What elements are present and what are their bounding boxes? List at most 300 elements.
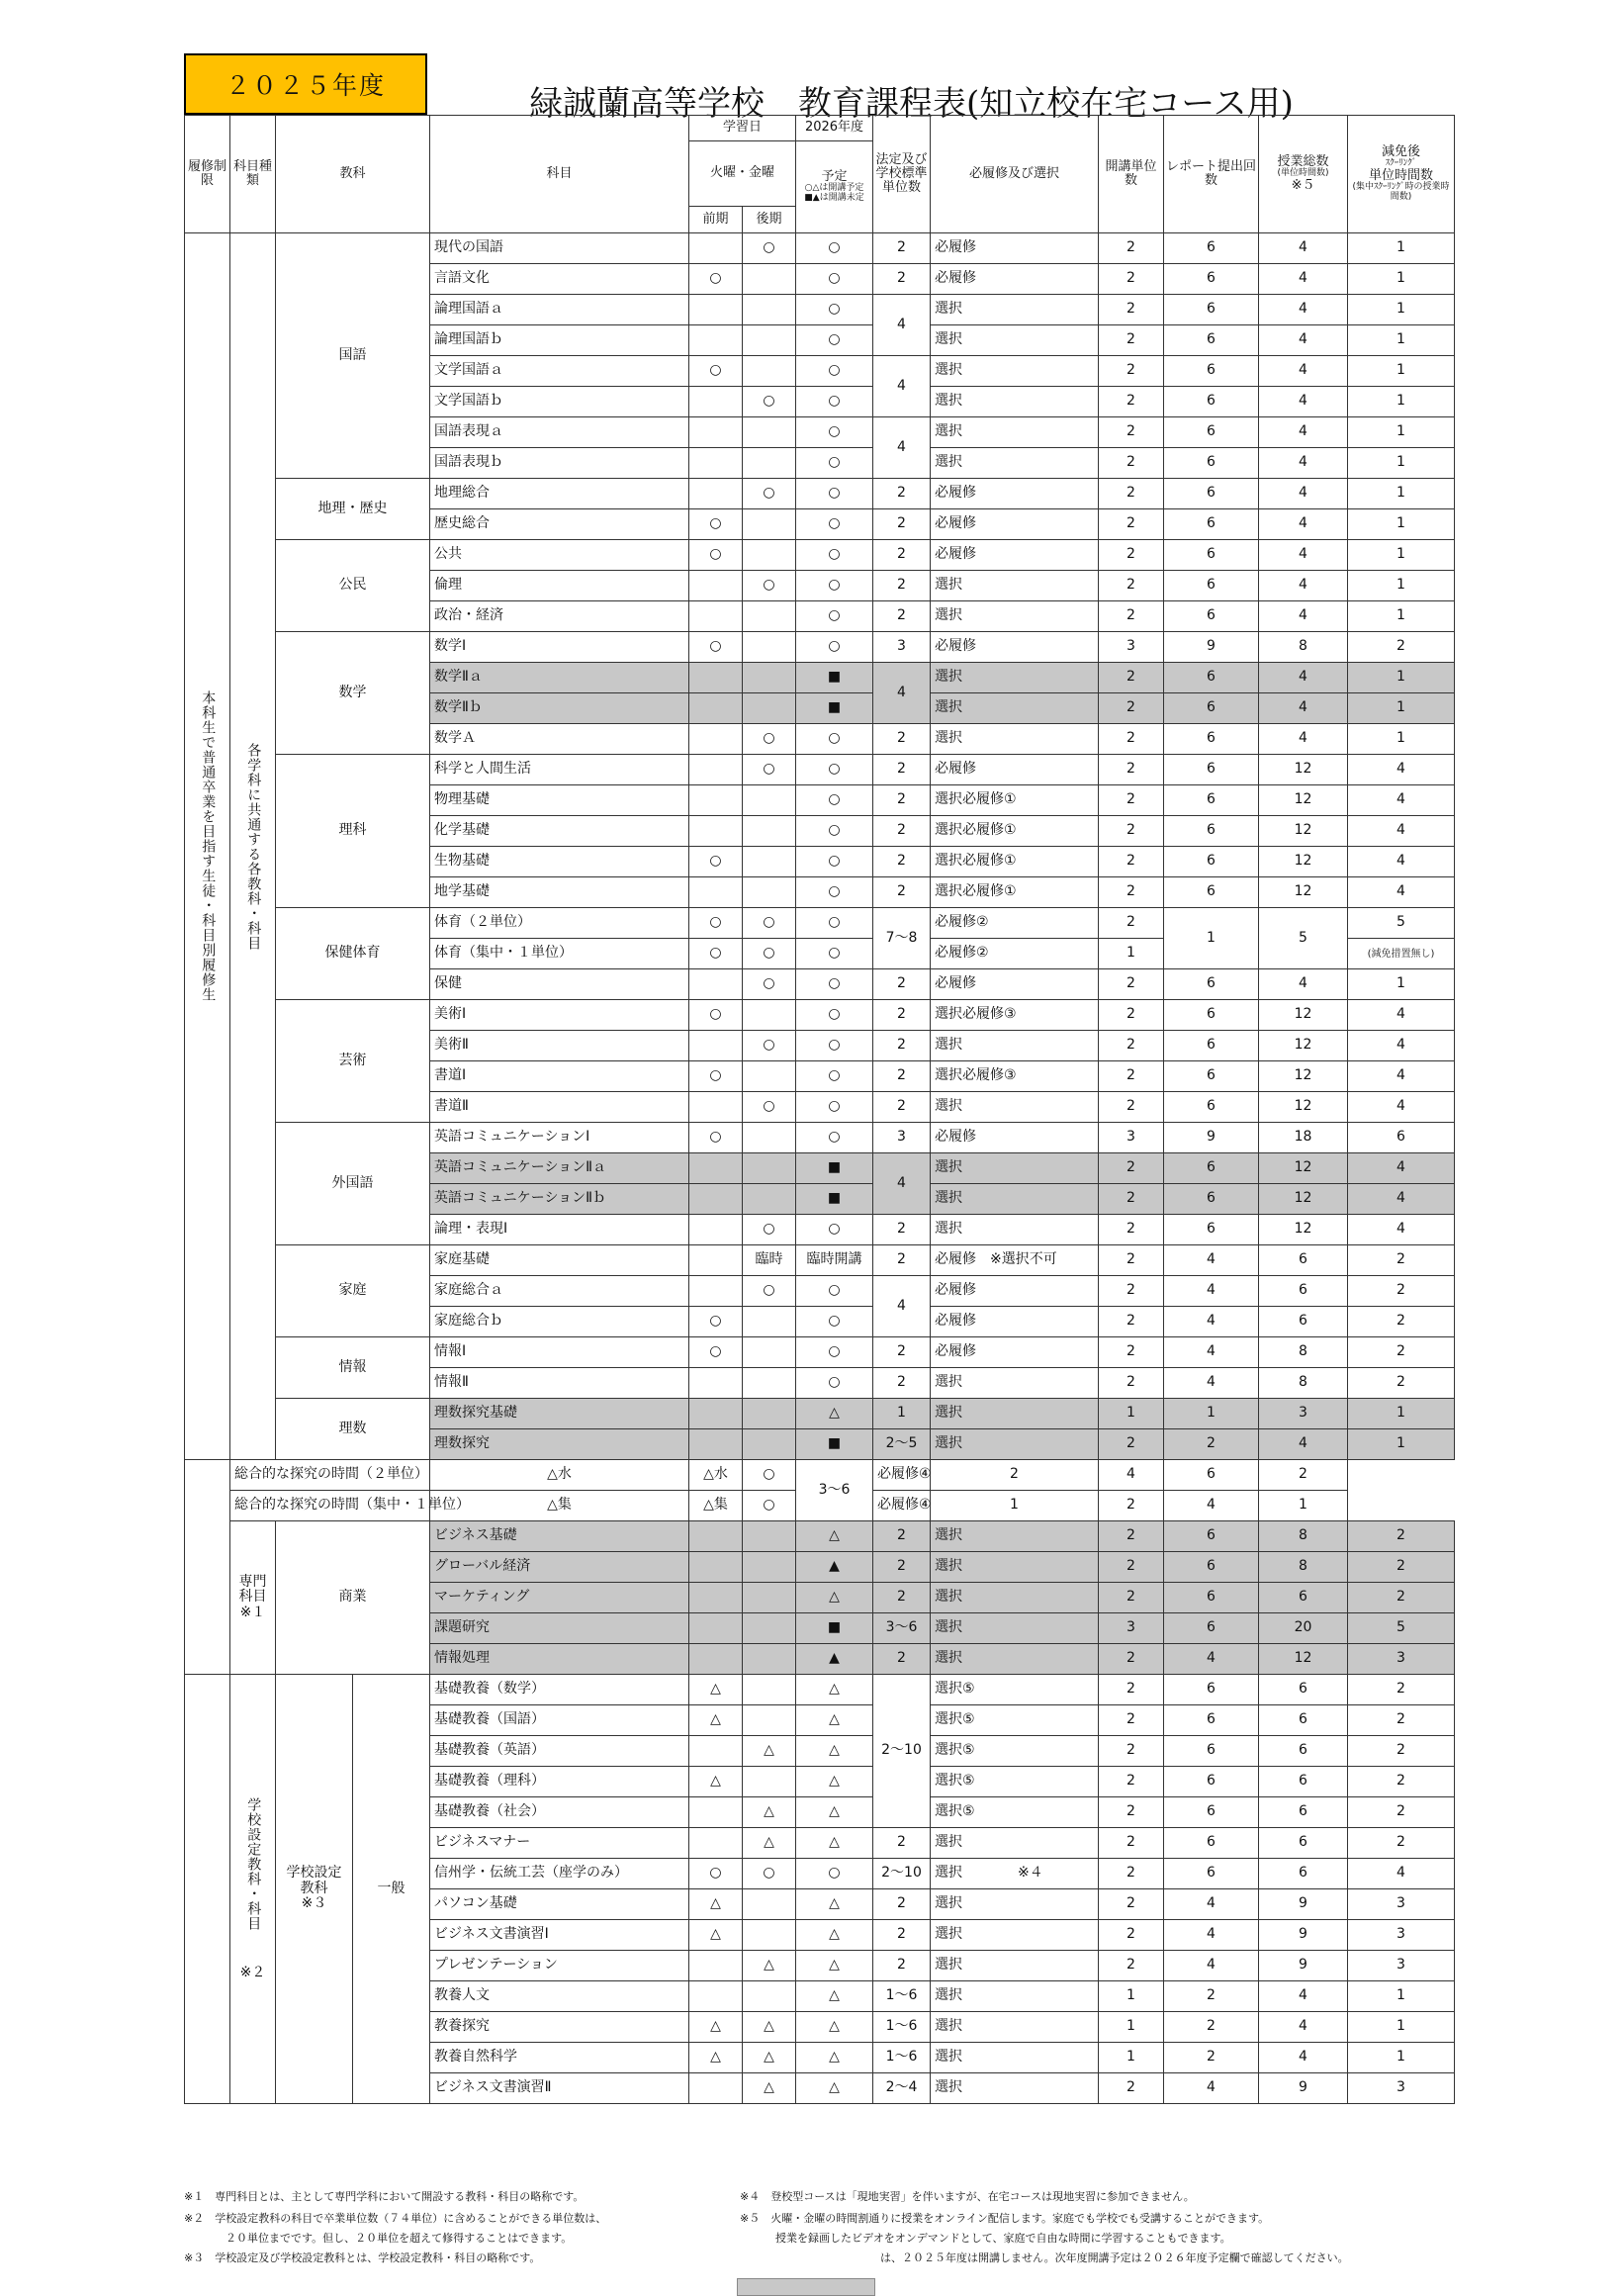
genmen-count: 5 [1348,1613,1455,1644]
genmen-count: 1 [1348,1981,1455,2012]
y2026-mark: ○ [796,448,873,479]
section-blank [185,1460,230,1675]
header-yotei-label: 予定 [821,168,848,184]
kouki-mark [743,785,796,816]
gakkou-kyouka [276,1675,353,2104]
hisshu-sentaku: 選択必履修① [931,877,1099,908]
kouki-mark: ○ [743,724,796,755]
subject-name: 現代の国語 [430,233,689,264]
zenki-mark: ○ [689,1061,743,1092]
subject-name: 課題研究 [430,1613,689,1644]
houtei-units: 2 [873,540,931,571]
report-count: 1 [1164,1399,1259,1429]
y2026-mark: ○ [796,969,873,1000]
kaikou-units: 2 [1099,847,1164,877]
subject-name: プレゼンテーション [430,1951,689,1981]
report-count: 6 [1164,816,1259,847]
report-count: 4 [1164,1951,1259,1981]
zenki-mark: △水 [430,1460,689,1491]
report-count: 1 [1164,908,1259,969]
jugyou-count: 6 [1259,1705,1348,1736]
hisshu-sentaku: 選択 [931,1031,1099,1061]
y2026-mark: ○ [796,1337,873,1368]
kouki-mark [743,632,796,663]
houtei-units: 2 [873,1920,931,1951]
report-count: 6 [1164,1061,1259,1092]
houtei-units: 2 [873,1521,931,1552]
kaikou-units: 2 [1099,233,1164,264]
hisshu-sentaku: 選択 [931,2043,1099,2073]
header-jugyou-note: ※５ [1291,177,1315,193]
jugyou-count: 12 [1259,755,1348,785]
jugyou-count: 12 [1259,1184,1348,1215]
houtei-units: 2 [873,571,931,601]
table-row [185,1675,1455,1705]
zenki-mark: ○ [689,1859,743,1889]
page-title: 緑誠蘭高等学校 教育課程表(知立校在宅コース用) [529,84,1294,124]
zenki-mark [689,1215,743,1245]
hisshu-sentaku: 選択 [931,387,1099,417]
report-count: 6 [1164,1521,1259,1552]
kouki-mark [743,1153,796,1184]
jugyou-count: 6 [1164,1460,1259,1491]
y2026-mark: △ [796,2043,873,2073]
genmen-count: 1 [1348,448,1455,479]
y2026-mark: ▲ [796,1644,873,1675]
genmen-count: 2 [1348,1245,1455,1276]
hisshu-sentaku: 必履修 ※選択不可 [931,1245,1099,1276]
jugyou-count: 8 [1259,1521,1348,1552]
y2026-mark: ○ [796,1368,873,1399]
subject-name: 情報処理 [430,1644,689,1675]
kaikou-units: 2 [1099,785,1164,816]
subject-name: 国語表現ａ [430,417,689,448]
genmen-count: 1 [1348,2012,1455,2043]
kouki-mark [743,509,796,540]
jugyou-count: 4 [1259,693,1348,724]
kyouka-rika: 理科 [276,755,430,908]
zenki-mark: ○ [689,540,743,571]
y2026-mark: ■ [796,1429,873,1460]
report-count: 6 [1164,1215,1259,1245]
hisshu-sentaku: 選択 [931,724,1099,755]
houtei-units: 4 [873,1276,931,1337]
zenki-mark [689,663,743,693]
subject-name: パソコン基礎 [430,1889,689,1920]
hisshu-sentaku: 必履修 [931,509,1099,540]
y2026-mark: ■ [796,693,873,724]
genmen-count: 2 [1348,1828,1455,1859]
zenki-mark [689,1951,743,1981]
jugyou-count: 12 [1259,1215,1348,1245]
kaikou-units: 2 [1099,448,1164,479]
report-count: 6 [1164,877,1259,908]
table-row [185,1460,1455,1491]
subject-name: 地理総合 [430,479,689,509]
header-genmen-label: 減免後 [1382,143,1421,159]
zenki-mark [689,479,743,509]
header-hisshu: 必履修及び選択 [931,116,1099,233]
kaikou-units: 2 [1099,1245,1164,1276]
report-count: 6 [1164,847,1259,877]
report-count: 6 [1164,1583,1259,1613]
y2026-mark: ○ [796,632,873,663]
kaikou-units: 2 [1099,1429,1164,1460]
header-genmen-2: 単位時間数 [1369,168,1434,184]
houtei-units: 3 [873,1123,931,1153]
genmen-count: 6 [1348,1123,1455,1153]
jugyou-count: 5 [1259,908,1348,969]
report-count: 4 [1099,1460,1164,1491]
kyouka-koumin: 公民 [276,540,430,632]
report-count: 6 [1164,417,1259,448]
genmen-count: 4 [1348,1092,1455,1123]
kaikou-units: 2 [1099,755,1164,785]
genmen-count: 4 [1348,1153,1455,1184]
kouki-mark [743,1613,796,1644]
report-count: 6 [1164,755,1259,785]
genmen-count: 4 [1348,1061,1455,1092]
subject-name: 論理国語ａ [430,295,689,325]
y2026-mark: ○ [796,1123,873,1153]
hisshu-sentaku: 選択 [931,663,1099,693]
table-row [185,1123,1455,1153]
y2026-mark: ○ [796,479,873,509]
kouki-mark: ○ [743,387,796,417]
subject-name: 数学Ⅱａ [430,663,689,693]
zenki-mark [689,724,743,755]
zenki-mark: ○ [689,356,743,387]
kouki-mark [743,847,796,877]
houtei-units: 2 [873,1583,931,1613]
report-count: 2 [1164,2043,1259,2073]
y2026-mark: ○ [796,724,873,755]
kouki-mark [743,295,796,325]
header-report: レポート提出回数 [1164,116,1259,233]
header-houtei: 法定及び学校標準単位数 [873,116,931,233]
report-count: 6 [1164,1828,1259,1859]
kaikou-units: 2 [1099,540,1164,571]
subject-name: 数学Ⅰ [430,632,689,663]
y2026-mark: △ [796,1981,873,2012]
report-count: 6 [1164,724,1259,755]
table-row [185,755,1455,785]
kaikou-units: 2 [1099,1552,1164,1583]
table-row [185,1399,1455,1429]
genmen-count: 2 [1348,1552,1455,1583]
zenki-mark [689,1276,743,1307]
report-count: 6 [1164,1767,1259,1797]
y2026-mark: ○ [796,1859,873,1889]
subject-name: 教養人文 [430,1981,689,2012]
report-count: 9 [1164,632,1259,663]
zenki-mark [689,1552,743,1583]
zenki-mark [689,1828,743,1859]
subject-name: 教養探究 [430,2012,689,2043]
genmen-count: 1 [1348,479,1455,509]
kouki-mark: △ [743,2073,796,2104]
genmen-count: 1 [1348,663,1455,693]
report-count: 2 [1099,1491,1164,1521]
zenki-mark: ○ [689,1123,743,1153]
zenki-mark [689,785,743,816]
subject-name: 情報Ⅱ [430,1368,689,1399]
kouki-mark [743,264,796,295]
table-row [185,540,1455,571]
kaikou-units: 1 [1099,1981,1164,2012]
y2026-mark: ○ [796,325,873,356]
jugyou-count: 12 [1259,1000,1348,1031]
subject-name: 信州学・伝統工芸（座学のみ） [430,1859,689,1889]
jugyou-count: 6 [1259,1675,1348,1705]
jugyou-count: 4 [1259,417,1348,448]
jugyou-count: 6 [1259,1736,1348,1767]
y2026-mark: ○ [796,755,873,785]
report-count: 6 [1164,571,1259,601]
houtei-units: 2～5 [873,1429,931,1460]
y2026-mark: ■ [796,663,873,693]
report-count: 6 [1164,1031,1259,1061]
report-count: 6 [1164,233,1259,264]
houtei-units: 2 [873,785,931,816]
jugyou-count: 4 [1259,540,1348,571]
jugyou-count: 3 [1259,1399,1348,1429]
kouki-mark [743,1429,796,1460]
report-count: 6 [1164,509,1259,540]
zenki-mark: △ [689,1889,743,1920]
table-row [185,479,1455,509]
zenki-mark [689,816,743,847]
kaikou-units: 2 [1099,417,1164,448]
houtei-units: 1～6 [873,2043,931,2073]
kouki-mark [743,325,796,356]
zenki-mark [689,1644,743,1675]
report-count: 6 [1164,1153,1259,1184]
genmen-count: 2 [1348,1705,1455,1736]
y2026-mark: △ [796,1951,873,1981]
zenki-mark: ○ [689,264,743,295]
header-jugyou-sub: (単位時間数) [1277,168,1329,179]
houtei-units: 2 [873,601,931,632]
hisshu-sentaku: 選択 [931,601,1099,632]
genmen-count: 3 [1348,1951,1455,1981]
subject-name: 理数探究基礎 [430,1399,689,1429]
kaikou-units: 2 [1099,1521,1164,1552]
note-4: ※４ 登校型コースは「現地実習」を伴いますが、在宅コースは現地実習に参加できません。 [740,2190,1195,2203]
kouki-mark [743,1000,796,1031]
hisshu-sentaku: 必履修 [931,264,1099,295]
kyouka-geijutsu: 芸術 [276,1000,430,1123]
hisshu-sentaku: 選択⑤ [931,1797,1099,1828]
zenki-mark: ○ [689,1337,743,1368]
zenki-mark [689,969,743,1000]
gakkou-note: ※２ [239,1964,266,1980]
hisshu-sentaku: 選択 [931,2073,1099,2104]
section-kyoutsu: 各学科に共通する各教科・科目 [230,233,276,1460]
houtei-units: 1 [873,1399,931,1429]
y2026-mark: ○ [796,1307,873,1337]
kaikou-units: 2 [1099,969,1164,1000]
subject-name: 体育（集中・１単位） [430,939,689,969]
houtei-units: 2 [873,509,931,540]
hisshu-sentaku: 選択 [931,1215,1099,1245]
jugyou-count: 12 [1259,1153,1348,1184]
y2026-mark: ○ [796,264,873,295]
kaikou-units: 3 [1099,632,1164,663]
genmen-count: 2 [1348,1276,1455,1307]
kaikou-units: 2 [1099,1920,1164,1951]
y2026-mark: △ [796,1920,873,1951]
houtei-units: 3～6 [873,1613,931,1644]
kouki-mark: △ [743,2043,796,2073]
y2026-mark: ○ [796,233,873,264]
hisshu-sentaku: 選択⑤ [931,1767,1099,1797]
hisshu-sentaku: 選択 [931,1889,1099,1920]
report-count: 2 [1164,1429,1259,1460]
note-1: ※１ 専門科目とは、主として専門学科において開設する教科・科目の略称です。 [184,2190,585,2203]
header-kyouka: 教科 [276,116,430,233]
zenki-mark: △ [689,2043,743,2073]
jugyou-count: 4 [1259,233,1348,264]
genmen-count: 1 [1348,1429,1455,1460]
genmen-count: 2 [1348,1521,1455,1552]
hisshu-sentaku: 必履修 [931,755,1099,785]
curriculum-table [184,232,1455,2104]
subject-name: 美術Ⅰ [430,1000,689,1031]
report-count: 6 [1164,1736,1259,1767]
ippan-label: 一般 [353,1675,430,2104]
kouki-mark [743,1061,796,1092]
report-count: 6 [1164,969,1259,1000]
hisshu-sentaku: 選択 [931,1153,1099,1184]
genmen-count: 1 [1348,295,1455,325]
kouki-mark: ○ [743,233,796,264]
hisshu-sentaku: 選択 [931,448,1099,479]
subject-name: 数学Ⅱｂ [430,693,689,724]
jugyou-count: 18 [1259,1123,1348,1153]
kouki-mark: △ [743,2012,796,2043]
jugyou-count: 4 [1259,387,1348,417]
kouki-mark [743,816,796,847]
kouki-mark [743,663,796,693]
y2026-mark: ○ [796,785,873,816]
subject-name: 倫理 [430,571,689,601]
zenki-mark: ○ [689,1000,743,1031]
section-senmon [230,1521,276,1675]
genmen-count: 2 [1348,1767,1455,1797]
jugyou-count: 4 [1259,571,1348,601]
kaikou-units: 2 [1099,1675,1164,1705]
houtei-units: 4 [873,663,931,724]
report-count: 6 [1164,1797,1259,1828]
kouki-mark: △ [743,1736,796,1767]
zenki-mark [689,1368,743,1399]
genmen-count: 2 [1348,632,1455,663]
kouki-mark [743,1337,796,1368]
kouki-mark [743,1399,796,1429]
y2026-mark: 臨時開講 [796,1245,873,1276]
y2026-mark: ○ [796,417,873,448]
subject-name: 基礎教養（国語） [430,1705,689,1736]
hisshu-sentaku: 必履修 [931,1123,1099,1153]
kouki-mark: ○ [743,969,796,1000]
houtei-units: 2 [873,1000,931,1031]
kaikou-units: 2 [1099,387,1164,417]
note-5a: ※５ 火曜・金曜の時間割通りに授業をオンライン配信します。家庭でも学校でも受講することができます。 [740,2212,1270,2225]
jugyou-count: 4 [1164,1491,1259,1521]
genmen-count: 4 [1348,1859,1455,1889]
header-kaikou: 開講単位数 [1099,116,1164,233]
kouki-mark: ○ [743,1276,796,1307]
houtei-units: 3～6 [796,1460,873,1521]
jugyou-count: 8 [1259,632,1348,663]
hisshu-sentaku: 選択 [931,1368,1099,1399]
genmen-count: 1 [1348,540,1455,571]
report-count: 6 [1164,1184,1259,1215]
hisshu-sentaku: 選択⑤ [931,1705,1099,1736]
hisshu-sentaku: 必履修② [931,908,1099,939]
y2026-mark: ○ [796,1061,873,1092]
report-count: 6 [1164,325,1259,356]
zenki-mark [689,1613,743,1644]
y2026-mark: △ [796,1736,873,1767]
kaikou-units: 2 [1099,908,1164,939]
houtei-units: 7～8 [873,908,931,969]
kaikou-units: 2 [1099,601,1164,632]
year-label: ２０２５年度 [184,53,427,115]
kaikou-units: 2 [1099,1184,1164,1215]
subject-name: 科学と人間生活 [430,755,689,785]
houtei-units: 1～6 [873,2012,931,2043]
subject-name: 国語表現ｂ [430,448,689,479]
kaikou-units: 2 [1099,1153,1164,1184]
subject-name: 書道Ⅰ [430,1061,689,1092]
kaikou-units: 2 [1099,1828,1164,1859]
genmen-count: 4 [1348,1031,1455,1061]
hisshu-sentaku: 必履修 [931,1307,1099,1337]
kouki-mark: ○ [743,1215,796,1245]
subject-name: 総合的な探究の時間（集中・１単位） [230,1491,430,1521]
genmen-count: 4 [1348,1184,1455,1215]
kouki-mark [743,877,796,908]
table-row [185,1337,1455,1368]
header-rishu-seigen: 履修制限 [185,116,230,233]
hisshu-sentaku: 選択 [931,1828,1099,1859]
genmen-count: 1 [1348,233,1455,264]
subject-name: 物理基礎 [430,785,689,816]
genmen-count: 1 [1348,2043,1455,2073]
jugyou-count: 6 [1259,1245,1348,1276]
jugyou-count: 4 [1259,969,1348,1000]
report-count: 4 [1164,1307,1259,1337]
subject-name: ビジネス基礎 [430,1521,689,1552]
note-2b: ２０単位までです。但し、２０単位を超えて修得することはできます。 [225,2232,573,2245]
subject-name: 情報Ⅰ [430,1337,689,1368]
zenki-mark [689,233,743,264]
jugyou-count: 8 [1259,1337,1348,1368]
genmen-count: 1 [1348,969,1455,1000]
y2026-mark: ○ [796,1092,873,1123]
subject-name: マーケティング [430,1583,689,1613]
kouki-mark [743,1920,796,1951]
y2026-mark: △ [796,1583,873,1613]
zenki-mark [689,448,743,479]
subject-name: グローバル経済 [430,1552,689,1583]
kaikou-units: 2 [1099,693,1164,724]
kouki-mark: 臨時 [743,1245,796,1276]
zenki-mark [689,1092,743,1123]
hisshu-sentaku: 必履修② [931,939,1099,969]
